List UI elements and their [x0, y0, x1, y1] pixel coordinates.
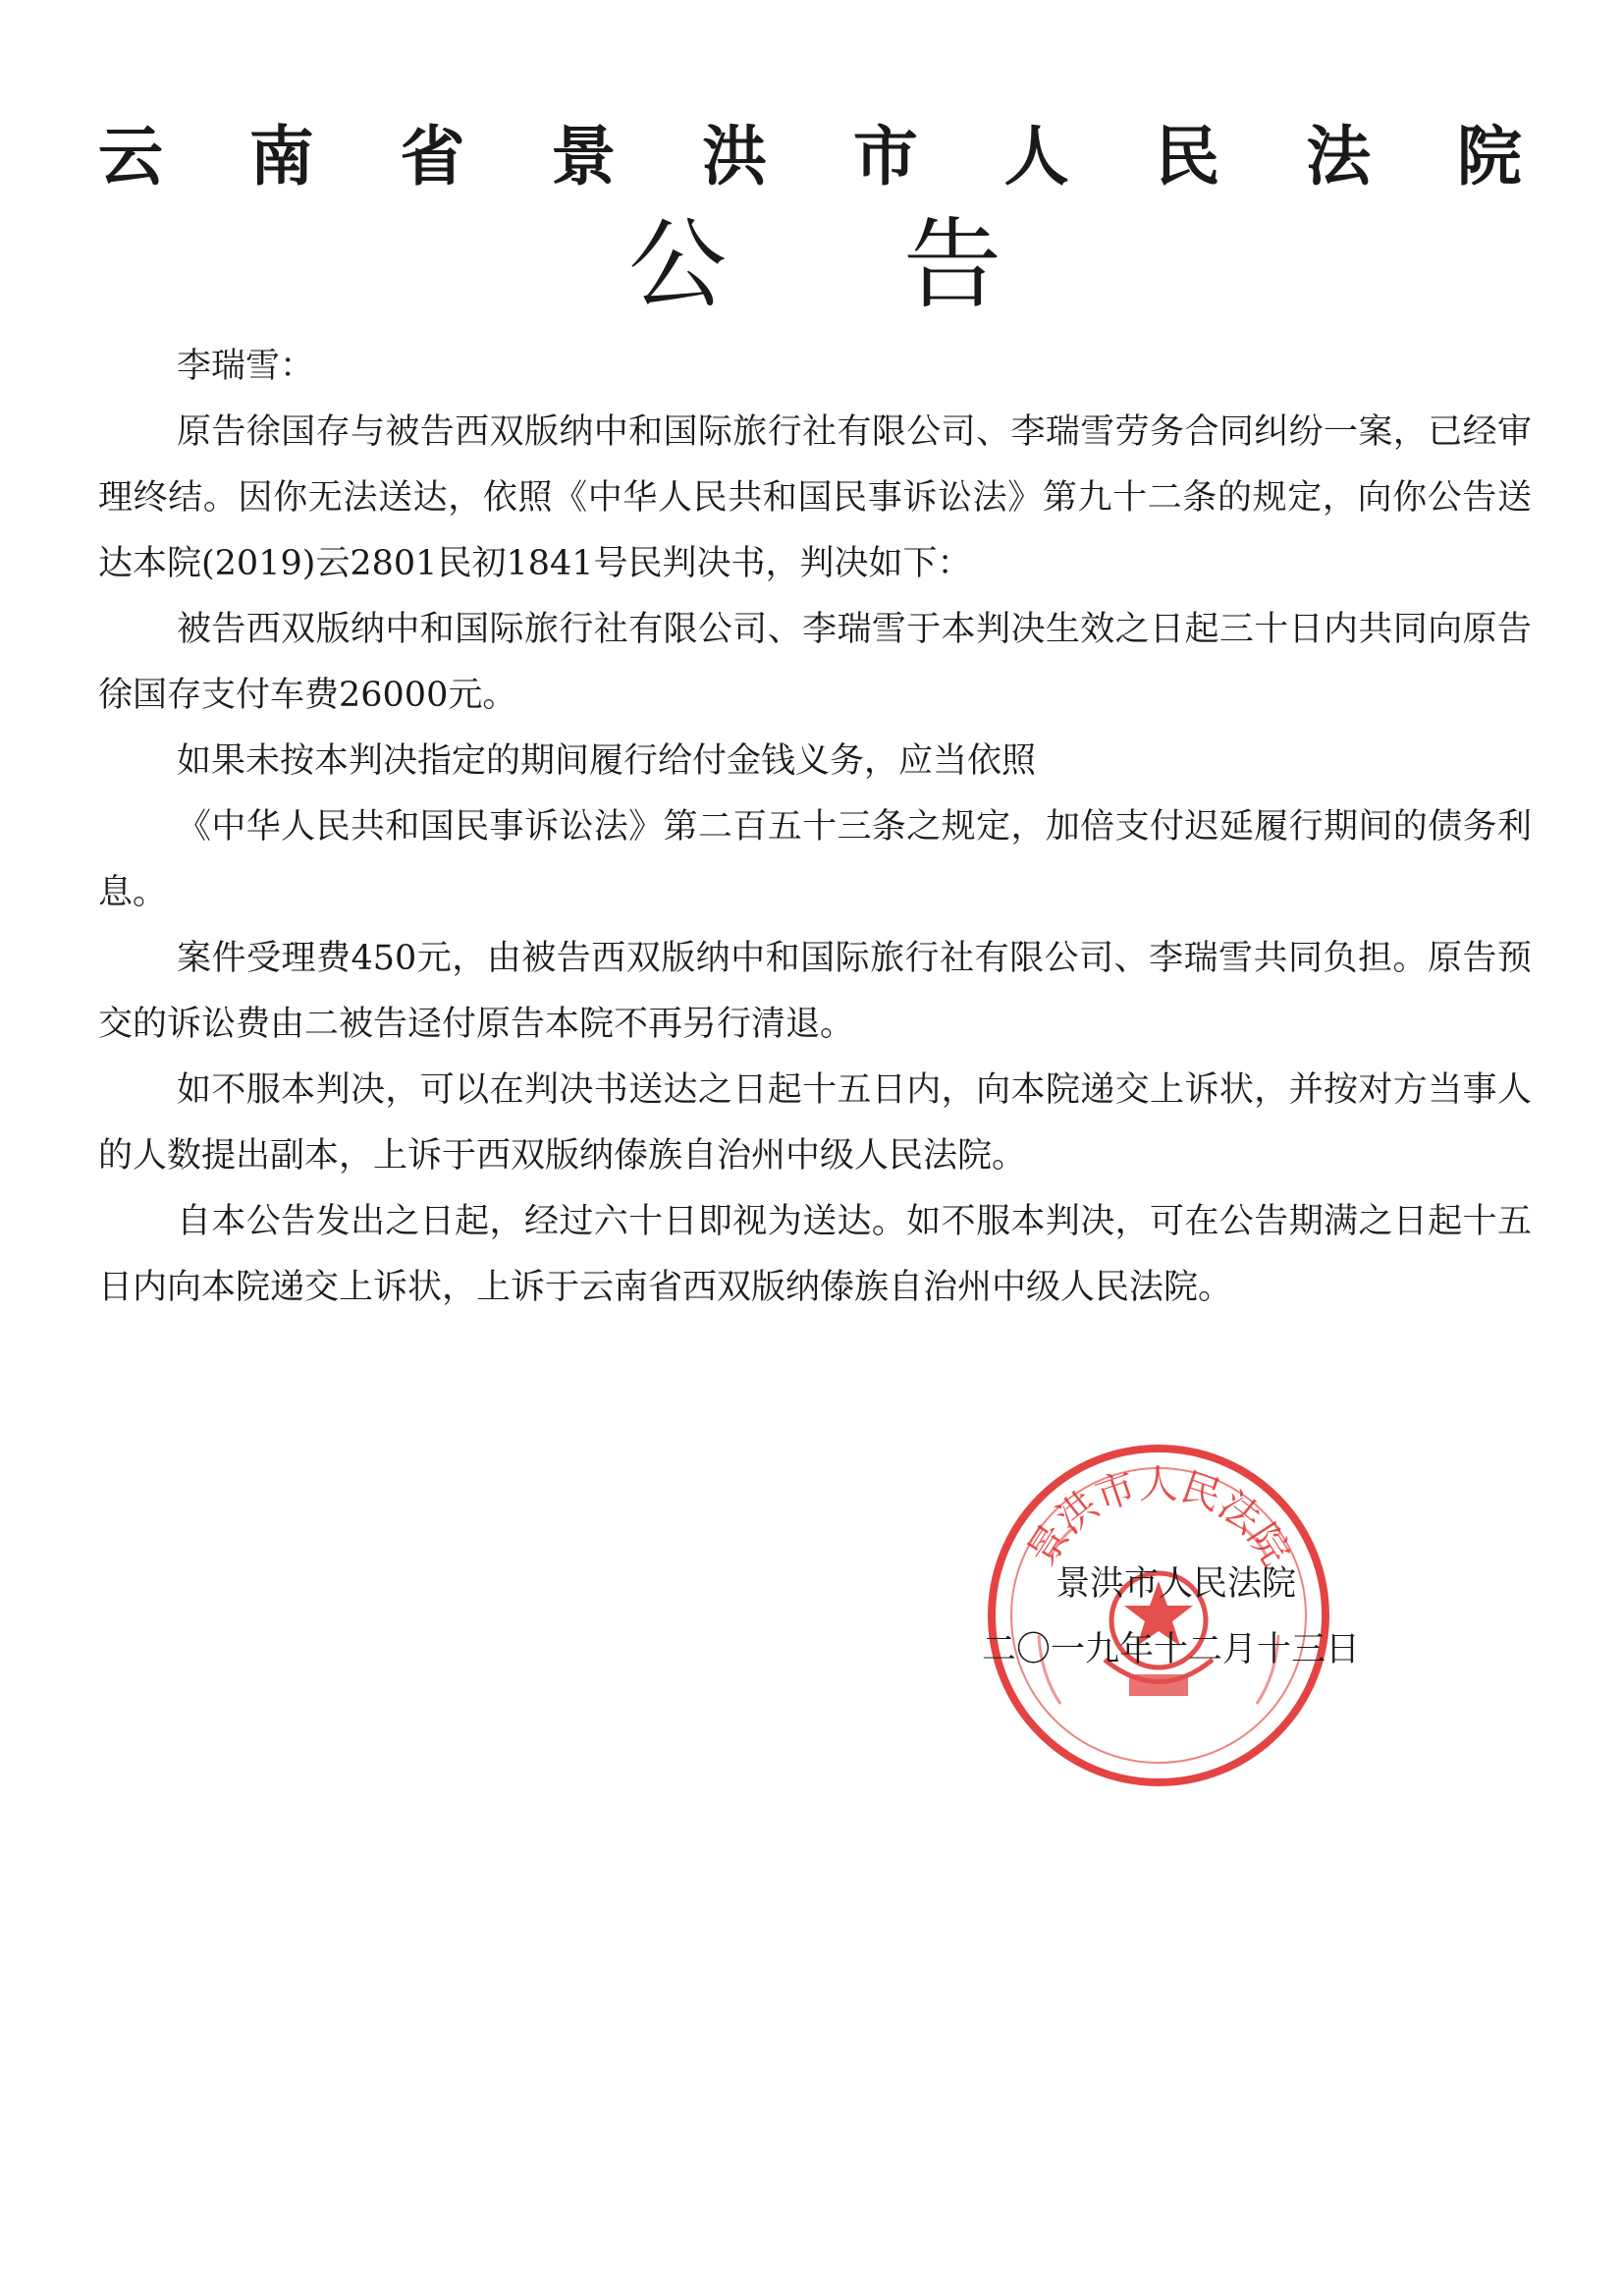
court-name-char: 人 [1003, 119, 1069, 194]
notice-title-char: 公 [628, 207, 727, 322]
body-paragraph: 原告徐国存与被告西双版纳中和国际旅行社有限公司、李瑞雪劳务合同纠纷一案，已经审理终结。因你无法送达，依照《中华人民共和国民事诉讼法》第九十二条的规定，向你公告送达本院(2019)云2801民初1841号民判决书，判决如下： [98, 412, 1532, 583]
body-paragraph: 案件受理费450元，由被告西双版纳中和国际旅行社有限公司、李瑞雪共同负担。原告预交的诉讼费由二被告迳付原告本院不再另行清退。 [98, 939, 1532, 1044]
signature-block [982, 1552, 1394, 1683]
court-name-char: 省 [400, 119, 465, 194]
body-paragraph: 如不服本判决，可以在判决书送达之日起十五日内，向本院递交上诉状，并按对方当事人的人数提出副本，上诉于西双版纳傣族自治州中级人民法院。 [98, 1070, 1532, 1175]
seal-arc-text: 景洪市人民法院 [1018, 1462, 1299, 1574]
court-name-char: 市 [852, 119, 918, 194]
court-name-title [98, 113, 1522, 201]
signing-court: 景洪市人民法院 [1055, 1564, 1297, 1604]
court-name-char: 云 [98, 119, 163, 194]
body-paragraph: 《中华人民共和国民事诉讼法》第二百五十三条之规定，加倍支付迟延履行期间的债务利息。 [98, 807, 1532, 912]
notice-title [628, 207, 1001, 322]
body-paragraph: 自本公告发出之日起，经过六十日即视为送达。如不服本判决，可在公告期满之日起十五日内向本院递交上诉状，上诉于云南省西双版纳傣族自治州中级人民法院。 [98, 1202, 1532, 1307]
notice-title-char: 告 [903, 207, 1001, 322]
court-name-char: 南 [248, 119, 314, 194]
court-name-char: 民 [1155, 119, 1220, 194]
court-name-char: 洪 [702, 119, 768, 194]
body-paragraph: 如果未按本判决指定的期间履行给付金钱义务，应当依照 [177, 741, 1037, 781]
court-name-char: 法 [1306, 119, 1372, 194]
body-paragraph: 被告西双版纳中和国际旅行社有限公司、李瑞雪于本判决生效之日起三十日内共同向原告徐国存支付车费26000元。 [98, 610, 1532, 715]
signing-date: 二〇一九年十二月十三日 [982, 1630, 1361, 1669]
court-name-char: 景 [551, 119, 617, 194]
notice-body [98, 334, 1532, 1321]
court-name-char: 院 [1456, 119, 1522, 194]
salutation: 李瑞雪： [177, 347, 315, 386]
